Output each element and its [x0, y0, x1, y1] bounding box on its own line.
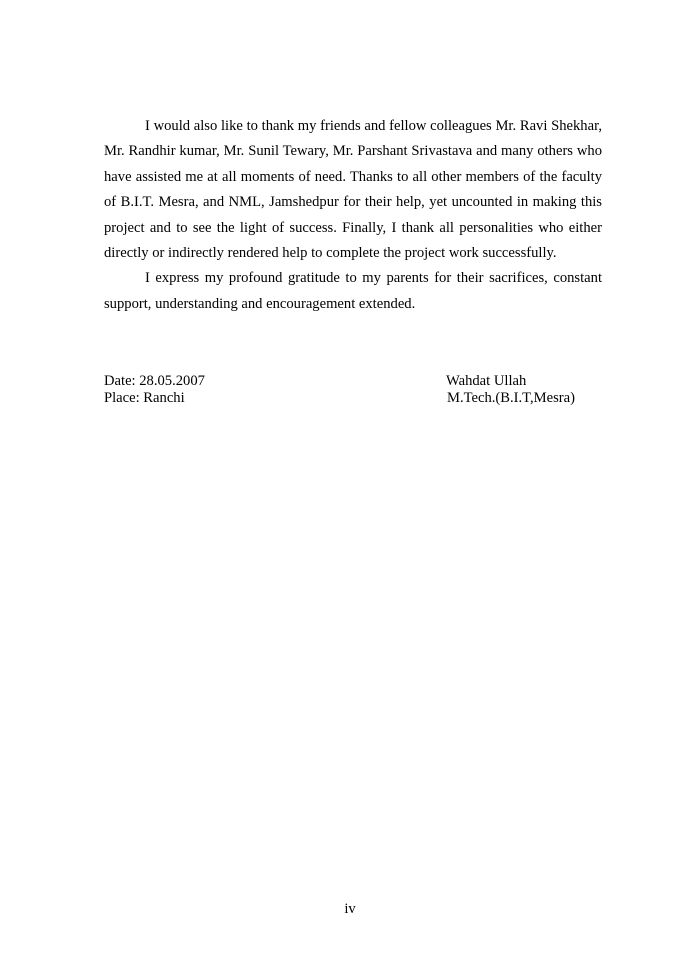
paragraph-thanks-parents: I express my profound gratitude to my parents for their sacrifices, constant support, understanding and encouragement extended. — [104, 270, 602, 312]
author-signature-block — [446, 373, 575, 406]
date-line: Date: 28.05.2007 — [104, 373, 205, 389]
place-line: Place: Ranchi — [104, 389, 185, 406]
paragraph-thanks-colleagues: I would also like to thank my friends and fellow colleagues Mr. Ravi Shekhar, Mr. Randhir kumar, Mr. Sunil Tewary, Mr. Parshant Srivastava and many others who have assisted me at all moments of need. Thanks to all other members of the faculty of B.I.T. Mesra, and NML, Jamshedpur for their help, yet uncounted in making this project and to see the light of success. Finally, I thank all personalities who either directly or indirectly rendered help to complete the project work successfully. — [104, 118, 602, 262]
date-place-block — [104, 373, 205, 406]
acknowledgement-body — [104, 114, 602, 317]
page-number: iv — [344, 901, 356, 917]
author-name: Wahdat Ullah — [446, 373, 527, 389]
author-degree: M.Tech.(B.I.T,Mesra) — [447, 389, 575, 406]
